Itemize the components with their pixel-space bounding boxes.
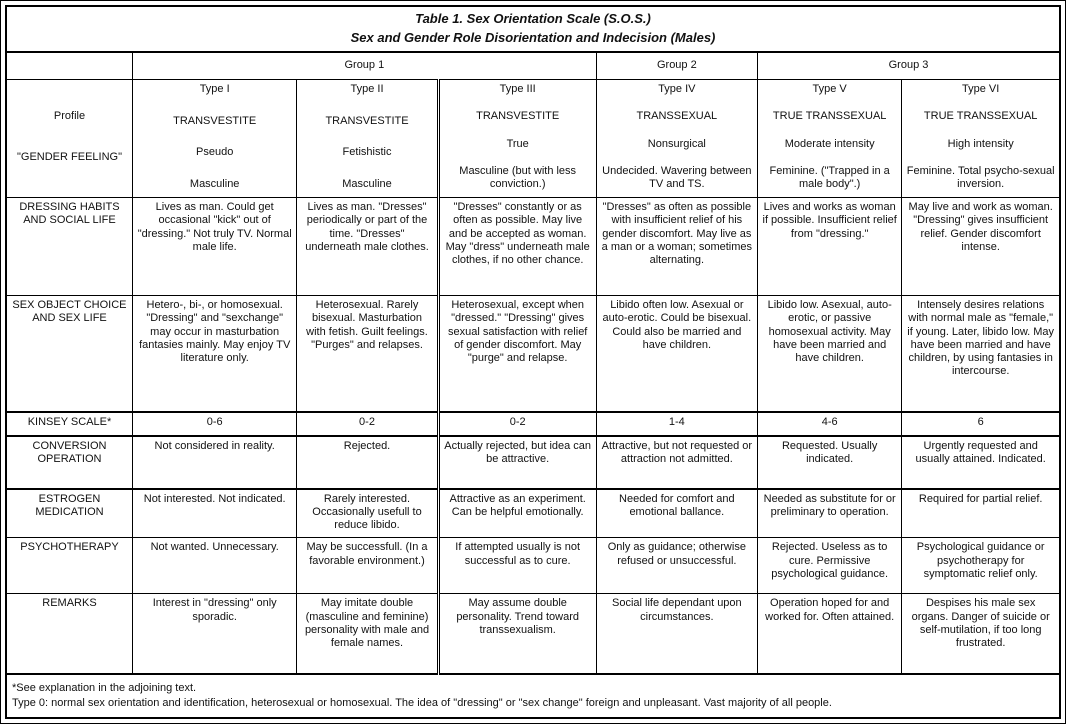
row-remarks — [6, 594, 1060, 674]
cell: Required for partial relief. — [902, 489, 1060, 538]
cell: May imitate double (masculine and feminine) personality with male and female names. — [297, 594, 438, 674]
group-3-header: Group 3 — [757, 52, 1060, 80]
type-category: TRUE TRANSSEXUAL — [923, 110, 1038, 123]
cell: "Dresses" constantly or as often as possible. May live and be accepted as woman. May "dress" underneath male clothes, if no other chance. — [438, 198, 596, 296]
row-label: SEX OBJECT CHOICE AND SEX LIFE — [6, 296, 132, 412]
cell: Heterosexual. Rarely bisexual. Masturbation with fetish. Guilt feelings. "Purges" and relapses. — [297, 296, 438, 412]
cell: 0-2 — [438, 412, 596, 436]
cell: If attempted usually is not successful as to cure. — [438, 538, 596, 594]
type-heading: Type III — [499, 83, 536, 96]
profile-cell-type1 — [132, 80, 296, 198]
row-kinsey-scale — [6, 412, 1060, 436]
cell: Operation hoped for and worked for. Often attained. — [757, 594, 901, 674]
cell: Lives and works as woman if possible. Insufficient relief from "dressing." — [757, 198, 901, 296]
cell: Needed for comfort and emotional ballance. — [596, 489, 757, 538]
row-label: ESTROGEN MEDICATION — [6, 489, 132, 538]
profile-row — [6, 80, 1060, 198]
cell: 6 — [902, 412, 1060, 436]
cell: Rejected. Useless as to cure. Permissive psychological guidance. — [757, 538, 901, 594]
cell: Heterosexual, except when "dressed." "Dressing" gives sexual satisfaction with relief of gender discomfort. May "purge" and relapse. — [438, 296, 596, 412]
cell: 0-2 — [297, 412, 438, 436]
cell: Rarely interested. Occasionally usefull to reduce libido. — [297, 489, 438, 538]
type-feeling: Feminine. ("Trapped in a male body".) — [769, 164, 890, 190]
cell: Interest in "dressing" only sporadic. — [132, 594, 296, 674]
cell: Lives as man. "Dresses" periodically or part of the time. "Dresses" underneath male clothes. — [297, 198, 438, 296]
row-label: KINSEY SCALE* — [6, 412, 132, 436]
cell: Attractive, but not requested or attraction not admitted. — [596, 436, 757, 489]
type-heading: Type VI — [962, 83, 1000, 96]
type-feeling: Masculine (but with less conviction.) — [459, 164, 577, 190]
type-subtype: Nonsurgical — [647, 137, 706, 150]
type-heading: Type II — [350, 83, 384, 96]
row-sex-object-choice — [6, 296, 1060, 412]
row-label: CONVERSION OPERATION — [6, 436, 132, 489]
cell: May assume double personality. Trend toward transsexualism. — [438, 594, 596, 674]
cell: Needed as substitute for or preliminary to operation. — [757, 489, 901, 538]
cell: Not wanted. Unnecessary. — [132, 538, 296, 594]
row-label: PSYCHOTHERAPY — [6, 538, 132, 594]
type-feeling: Masculine — [189, 177, 240, 190]
group-1-header: Group 1 — [132, 52, 596, 80]
cell: Intensely desires relations with normal male as "female," if young. Later, libido low. May have been married and have children, by using fantasies in intercourse. — [902, 296, 1060, 412]
footnote — [6, 674, 1060, 718]
group-2-header: Group 2 — [596, 52, 757, 80]
type-subtype: Pseudo — [196, 146, 234, 159]
cell: Requested. Usually indicated. — [757, 436, 901, 489]
type-category: TRANSVESTITE — [173, 114, 257, 127]
row-label: DRESSING HABITS AND SOCIAL LIFE — [6, 198, 132, 296]
table-title-line2: Sex and Gender Role Disorientation and Indecision (Males) — [350, 29, 716, 45]
type-category: TRANSVESTITE — [325, 114, 409, 127]
cell: Urgently requested and usually attained. Indicated. — [902, 436, 1060, 489]
cell: Rejected. — [297, 436, 438, 489]
type-heading: Type IV — [658, 83, 696, 96]
profile-cell-type5 — [757, 80, 901, 198]
cell: Only as guidance; otherwise refused or unsuccessful. — [596, 538, 757, 594]
cell: Actually rejected, but idea can be attractive. — [438, 436, 596, 489]
cell: Not considered in reality. — [132, 436, 296, 489]
type-category: TRANSVESTITE — [476, 110, 560, 123]
footnote-line1: *See explanation in the adjoining text. — [12, 682, 197, 695]
cell: Attractive as an experiment. Can be helpful emotionally. — [438, 489, 596, 538]
profile-cell-type2 — [297, 80, 438, 198]
cell: 4-6 — [757, 412, 901, 436]
cell: Social life dependant upon circumstances. — [596, 594, 757, 674]
cell: Libido low. Asexual, auto-erotic, or passive homosexual activity. May have been married and have children. — [757, 296, 901, 412]
cell: Lives as man. Could get occasional "kick" out of "dressing." Not truly TV. Normal male life. — [132, 198, 296, 296]
cell: Libido often low. Asexual or auto-erotic. Could be bisexual. Could also be married and have children. — [596, 296, 757, 412]
row-dressing-habits — [6, 198, 1060, 296]
profile-stub-label: Profile — [53, 110, 86, 123]
table-title — [6, 6, 1060, 52]
row-estrogen-medication — [6, 489, 1060, 538]
row-label: REMARKS — [6, 594, 132, 674]
table-title-line1: Table 1. Sex Orientation Scale (S.O.S.) — [415, 11, 651, 26]
cell: Hetero-, bi-, or homosexual. "Dressing" and "sexchange" may occur in masturbation fantasies mainly. May enjoy TV literature only. — [132, 296, 296, 412]
profile-cell-type6 — [902, 80, 1060, 198]
type-subtype: True — [506, 137, 529, 150]
profile-cell-type3 — [438, 80, 596, 198]
row-psychotherapy — [6, 538, 1060, 594]
type-feeling: Undecided. Wavering between TV and TS. — [602, 164, 752, 190]
type-subtype: Moderate intensity — [784, 137, 875, 150]
group-header-stub — [6, 52, 132, 80]
type-subtype: Fetishistic — [342, 146, 392, 159]
cell: Despises his male sex organs. Danger of suicide or self-mutilation, if too long frustrated. — [902, 594, 1060, 674]
cell: Not interested. Not indicated. — [132, 489, 296, 538]
type-feeling: Feminine. Total psycho-sexual inversion. — [906, 164, 1055, 190]
cell: "Dresses" as often as possible with insufficient relief of his gender discomfort. May live as a man or a woman; sometimes alternating. — [596, 198, 757, 296]
type-heading: Type V — [812, 83, 847, 96]
footnote-line2: Type 0: normal sex orientation and identification, heterosexual or homosexual. The idea of "dressing" or "sex change" foreign and unpleasant. Vast majority of all people. — [12, 696, 832, 709]
type-category: TRUE TRANSSEXUAL — [772, 110, 887, 123]
cell: May live and work as woman. "Dressing" gives insufficient relief. Gender discomfort intense. — [902, 198, 1060, 296]
cell: Psychological guidance or psychotherapy for symptomatic relief only. — [902, 538, 1060, 594]
footnote-row — [6, 674, 1060, 718]
row-conversion-operation — [6, 436, 1060, 489]
profile-cell-type4 — [596, 80, 757, 198]
group-header-row — [6, 52, 1060, 80]
cell: May be successfull. (In a favorable environment.) — [297, 538, 438, 594]
cell: 1-4 — [596, 412, 757, 436]
type-category: TRANSSEXUAL — [636, 110, 718, 123]
type-heading: Type I — [199, 83, 230, 96]
type-subtype: High intensity — [947, 137, 1014, 150]
sos-table — [5, 5, 1061, 719]
cell: 0-6 — [132, 412, 296, 436]
gender-feeling-stub-label: "GENDER FEELING" — [16, 150, 122, 163]
table-title-row — [6, 6, 1060, 52]
type-feeling: Masculine — [342, 177, 392, 190]
profile-stub — [6, 80, 132, 198]
